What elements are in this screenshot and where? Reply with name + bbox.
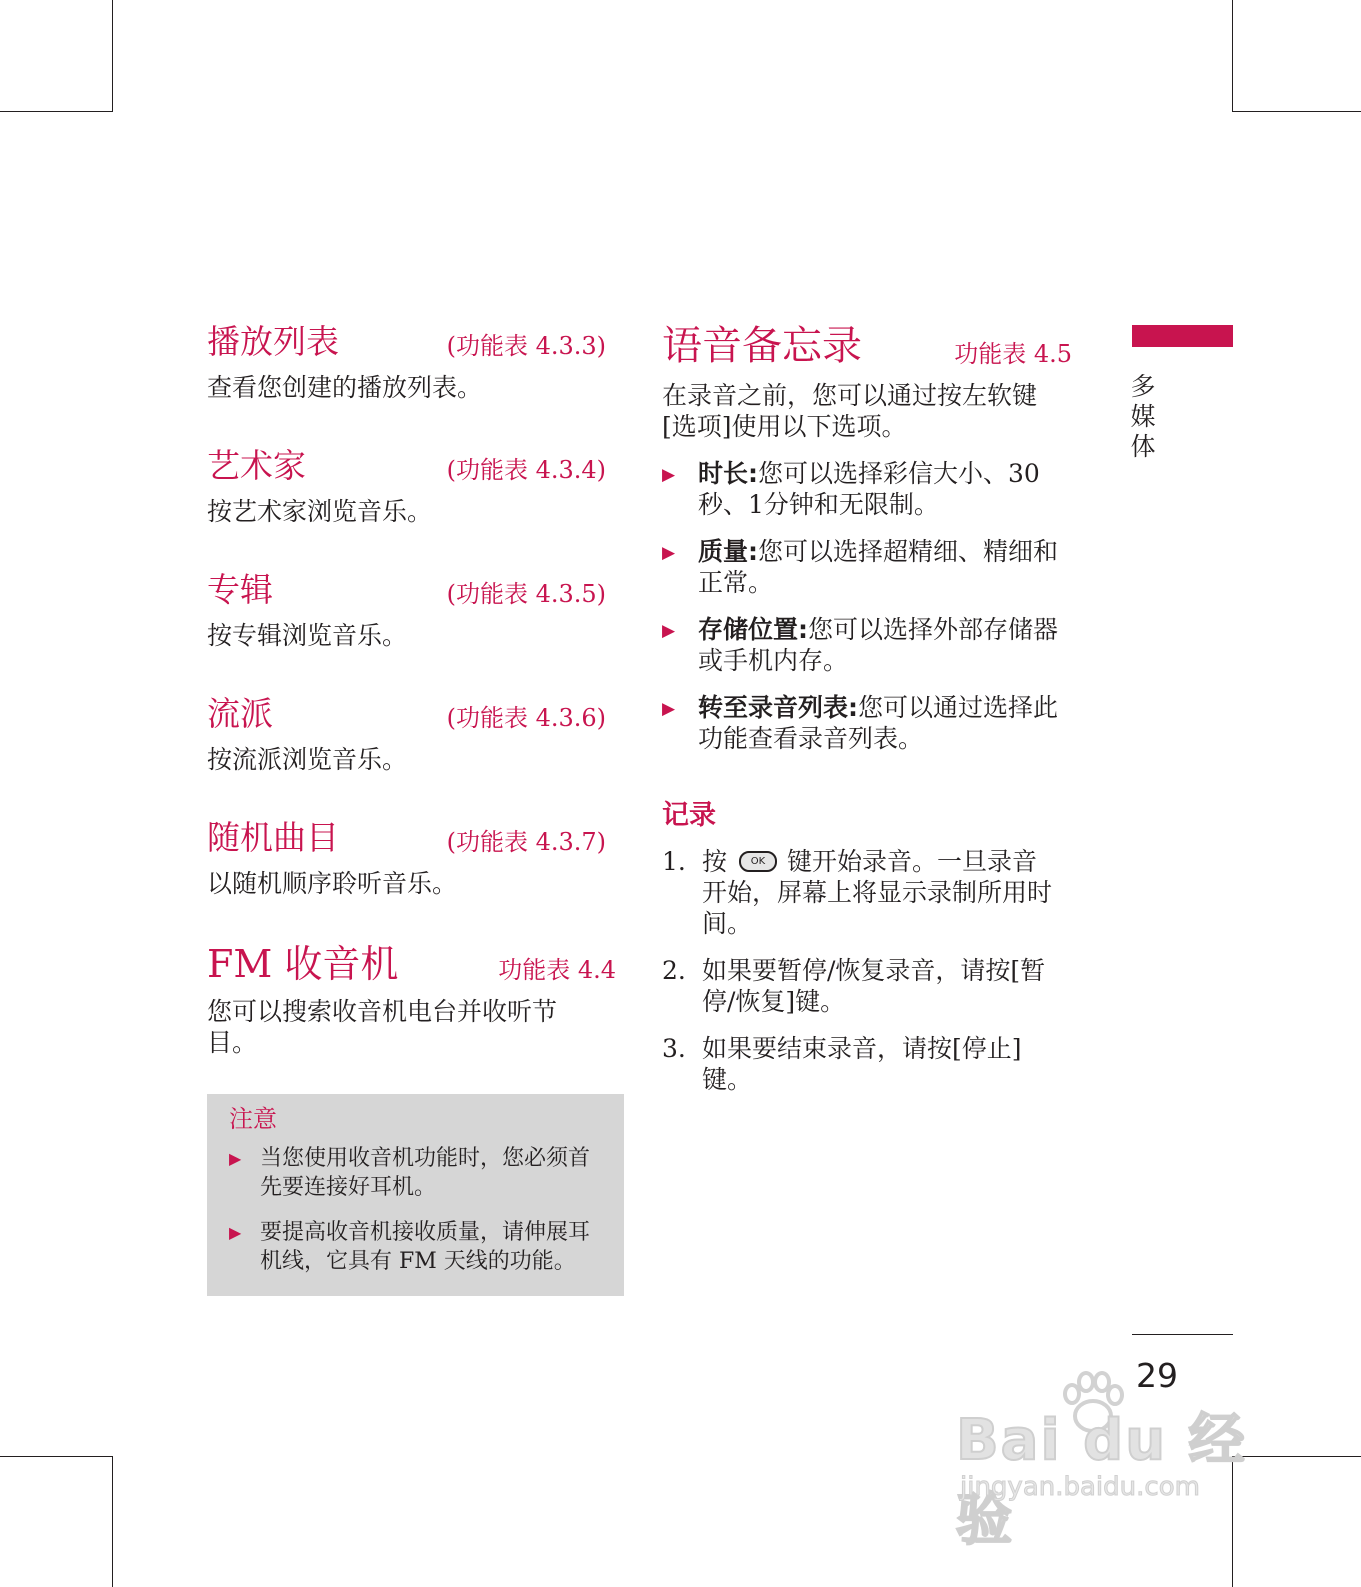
fm-radio-header [207,938,622,990]
step-number: 1. [662,847,686,876]
option-label: 转至录音列表: [698,693,858,722]
section-playlist [207,318,622,403]
chapter-tab-bar [1132,325,1233,347]
section-title: 流派 [207,694,273,733]
watermark-url: jingyan.baidu.com [960,1472,1200,1502]
triangle-bullet-icon: ▶ [662,621,676,641]
option-label: 存储位置: [698,615,808,644]
option-text: 您可以选择外部存储器或手机内存。 [698,615,1059,675]
crop-mark [0,111,112,112]
section-text: 按流派浏览音乐。 [207,745,408,774]
section-text: 以随机顺序聆听音乐。 [207,869,458,898]
section-text: 按专辑浏览音乐。 [207,621,408,650]
menu-ref: (功能表 4.3.4) [446,456,606,484]
step-item: 2. 如果要暂停/恢复录音，请按[暂停/恢复]键。 [662,956,1046,1016]
note-item: ▶ 当您使用收音机功能时，您必须首先要连接好耳机。 [229,1146,591,1200]
triangle-bullet-icon: ▶ [229,1223,242,1242]
page-number-rule [1132,1334,1233,1335]
section-artist [207,442,622,527]
section-album [207,566,622,651]
menu-ref: 功能表 4.4 [498,956,616,984]
fm-radio-text: 您可以搜索收音机电台并收听节目。 [207,997,558,1057]
option-label: 时长: [698,459,758,488]
crop-mark [112,1456,113,1587]
watermark-brand: Bai du 经验 [956,1408,1247,1553]
option-text: 您可以通过选择此功能查看录音列表。 [698,693,1059,753]
section-text: 查看您创建的播放列表。 [207,373,483,402]
crop-mark [1232,0,1233,112]
section-title: 艺术家 [207,446,306,485]
triangle-bullet-icon: ▶ [662,543,676,563]
voice-memo-title: 语音备忘录 [662,323,862,369]
menu-ref: (功能表 4.3.7) [446,828,606,856]
triangle-bullet-icon: ▶ [662,699,676,719]
triangle-bullet-icon: ▶ [662,465,676,485]
crop-mark [112,0,113,112]
option-item [662,614,1062,676]
left-column [207,318,622,1296]
note-title: 注意 [229,1105,277,1133]
fm-radio-title: FM 收音机 [207,942,399,986]
voice-memo-intro: 在录音之前，您可以通过按左软键[选项]使用以下选项。 [662,381,1038,441]
crop-mark [1232,111,1361,112]
option-label: 质量: [698,537,758,566]
menu-ref: 功能表 4.5 [954,340,1072,368]
section-genre [207,690,622,775]
chapter-tab-label: 多 媒 体 [1130,372,1156,461]
section-shuffle [207,814,622,899]
option-text: 您可以选择超精细、精细和正常。 [698,537,1059,597]
step-item: 3. 如果要结束录音，请按[停止]键。 [662,1034,1022,1094]
option-item [662,458,1062,520]
step-item: 1. 按 OK 键开始录音。一旦录音开始，屏幕上将显示录制所用时间。 [662,847,1053,938]
menu-ref: (功能表 4.3.6) [446,704,606,732]
triangle-bullet-icon: ▶ [229,1149,242,1168]
note-box [207,1094,624,1296]
ok-key-icon: OK [739,851,777,872]
record-heading: 记录 [662,800,716,831]
step-number: 3. [662,1034,686,1063]
note-item: ▶ 要提高收音机接收质量，请伸展耳机线，它具有 FM 天线的功能。 [229,1220,591,1274]
baidu-watermark [956,1392,1266,1553]
right-column [662,318,1082,1111]
menu-ref: (功能表 4.3.3) [446,332,606,360]
option-text: 您可以选择彩信大小、30秒、1分钟和无限制。 [698,459,1040,519]
step-number: 2. [662,956,686,985]
option-item [662,692,1062,754]
voice-memo-header [662,318,1082,374]
section-title: 专辑 [207,570,273,609]
crop-mark [0,1456,112,1457]
section-title: 随机曲目 [207,818,339,857]
section-title: 播放列表 [207,322,339,361]
menu-ref: (功能表 4.3.5) [446,580,606,608]
option-item [662,536,1062,598]
page-number: 29 [1136,1356,1178,1395]
section-text: 按艺术家浏览音乐。 [207,497,433,526]
